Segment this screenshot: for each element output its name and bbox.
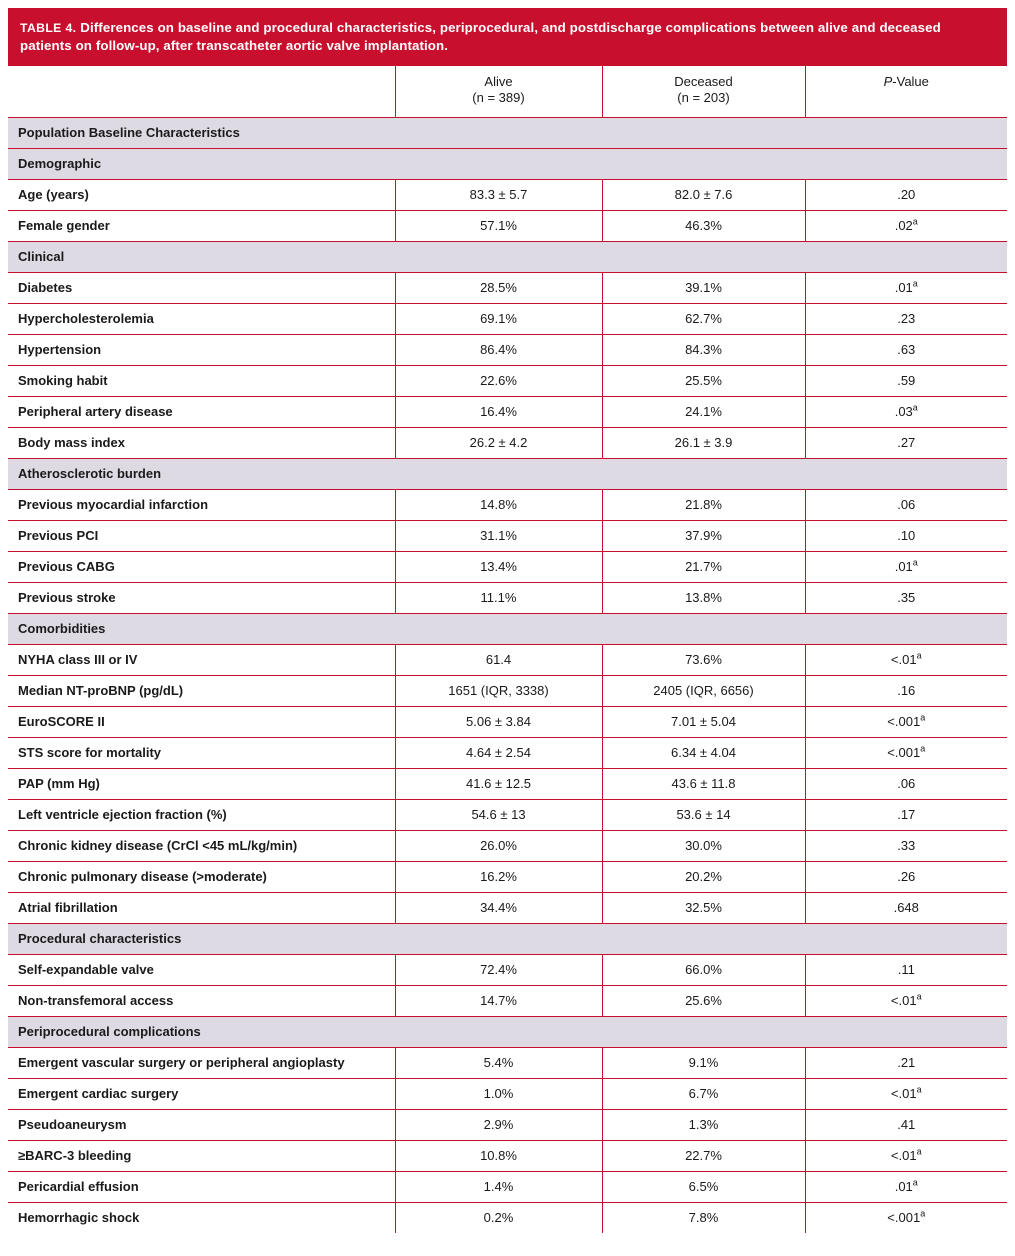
column-header-alive — [395, 66, 602, 117]
table-row — [8, 985, 1007, 1016]
cell-alive: 4.64 ± 2.54 — [395, 737, 602, 768]
row-label: Diabetes — [8, 272, 395, 303]
column-header-blank — [8, 66, 395, 117]
cell-alive: 16.2% — [395, 861, 602, 892]
row-label: Emergent vascular surgery or peripheral angioplasty — [8, 1047, 395, 1078]
cell-alive: 41.6 ± 12.5 — [395, 768, 602, 799]
cell-pvalue: .11 — [805, 954, 1007, 985]
row-label: Chronic kidney disease (CrCl <45 mL/kg/min) — [8, 830, 395, 861]
column-header-alive-label: Alive — [484, 74, 513, 90]
row-label: NYHA class III or IV — [8, 644, 395, 675]
cell-alive: 31.1% — [395, 520, 602, 551]
cell-pvalue: .06 — [805, 768, 1007, 799]
footnote-marker: a — [920, 1208, 926, 1219]
footnote-marker: a — [916, 1084, 922, 1095]
cell-pvalue: .01$^a$ — [805, 551, 1007, 582]
row-label: Body mass index — [8, 427, 395, 458]
table-row — [8, 1047, 1007, 1078]
cell-alive: 26.0% — [395, 830, 602, 861]
table-row — [8, 1171, 1007, 1202]
footnote-marker: a — [916, 650, 922, 661]
section-header-label: Atherosclerotic burden — [8, 458, 1007, 489]
table-row — [8, 179, 1007, 210]
section-header-label: Population Baseline Characteristics — [8, 117, 1007, 148]
cell-pvalue: .33 — [805, 830, 1007, 861]
cell-pvalue: <.01$^a$ — [805, 644, 1007, 675]
cell-deceased: 32.5% — [602, 892, 805, 923]
cell-pvalue: .59 — [805, 365, 1007, 396]
section-header-label: Comorbidities — [8, 613, 1007, 644]
row-label: Smoking habit — [8, 365, 395, 396]
section-header-row — [8, 148, 1007, 179]
column-header-alive-count: (n = 389) — [472, 90, 525, 106]
column-header-deceased-label: Deceased — [674, 74, 733, 90]
results-table — [8, 8, 1007, 1233]
cell-deceased: 24.1% — [602, 396, 805, 427]
table-row — [8, 954, 1007, 985]
cell-pvalue: .20 — [805, 179, 1007, 210]
section-header-row — [8, 1016, 1007, 1047]
cell-alive: 61.4 — [395, 644, 602, 675]
table-row — [8, 396, 1007, 427]
cell-deceased: 13.8% — [602, 582, 805, 613]
cell-alive: 1651 (IQR, 3338) — [395, 675, 602, 706]
table-row — [8, 1109, 1007, 1140]
cell-pvalue: <.001$^a$ — [805, 737, 1007, 768]
table-row — [8, 644, 1007, 675]
row-label: PAP (mm Hg) — [8, 768, 395, 799]
cell-pvalue: .10 — [805, 520, 1007, 551]
cell-alive: 10.8% — [395, 1140, 602, 1171]
cell-pvalue: .41 — [805, 1109, 1007, 1140]
cell-deceased: 66.0% — [602, 954, 805, 985]
cell-alive: 11.1% — [395, 582, 602, 613]
cell-pvalue: .16 — [805, 675, 1007, 706]
cell-alive: 57.1% — [395, 210, 602, 241]
row-label: Age (years) — [8, 179, 395, 210]
row-label: Emergent cardiac surgery — [8, 1078, 395, 1109]
row-label: Hemorrhagic shock — [8, 1202, 395, 1233]
cell-pvalue: <.01$^a$ — [805, 1140, 1007, 1171]
cell-deceased: 20.2% — [602, 861, 805, 892]
table-caption-row — [8, 8, 1007, 66]
cell-deceased: 62.7% — [602, 303, 805, 334]
cell-pvalue: .27 — [805, 427, 1007, 458]
row-label: STS score for mortality — [8, 737, 395, 768]
cell-deceased: 21.8% — [602, 489, 805, 520]
column-header-deceased — [602, 66, 805, 117]
cell-pvalue: .21 — [805, 1047, 1007, 1078]
table-row — [8, 551, 1007, 582]
cell-pvalue: .648 — [805, 892, 1007, 923]
cell-deceased: 37.9% — [602, 520, 805, 551]
cell-alive: 34.4% — [395, 892, 602, 923]
table-row — [8, 799, 1007, 830]
footnote-marker: a — [920, 712, 926, 723]
cell-alive: 5.4% — [395, 1047, 602, 1078]
row-label: Non-transfemoral access — [8, 985, 395, 1016]
cell-pvalue: <.001$^a$ — [805, 706, 1007, 737]
row-label: Left ventricle ejection fraction (%) — [8, 799, 395, 830]
cell-alive: 14.7% — [395, 985, 602, 1016]
cell-alive: 69.1% — [395, 303, 602, 334]
cell-pvalue: .06 — [805, 489, 1007, 520]
cell-alive: 14.8% — [395, 489, 602, 520]
table-number: TABLE 4. — [20, 21, 77, 35]
row-label: Previous CABG — [8, 551, 395, 582]
cell-deceased: 82.0 ± 7.6 — [602, 179, 805, 210]
row-label: Pericardial effusion — [8, 1171, 395, 1202]
cell-alive: 1.0% — [395, 1078, 602, 1109]
cell-deceased: 21.7% — [602, 551, 805, 582]
cell-deceased: 1.3% — [602, 1109, 805, 1140]
table-header-row — [8, 66, 1007, 117]
table-row — [8, 1140, 1007, 1171]
cell-pvalue: <.01$^a$ — [805, 1078, 1007, 1109]
row-label: Previous myocardial infarction — [8, 489, 395, 520]
section-header-label: Demographic — [8, 148, 1007, 179]
cell-pvalue: .26 — [805, 861, 1007, 892]
table-caption — [8, 8, 1007, 66]
cell-deceased: 7.8% — [602, 1202, 805, 1233]
row-label: Atrial fibrillation — [8, 892, 395, 923]
column-header-pvalue: P-Value — [805, 66, 1007, 117]
cell-deceased: 2405 (IQR, 6656) — [602, 675, 805, 706]
footnote-marker: a — [920, 743, 926, 754]
cell-alive: 28.5% — [395, 272, 602, 303]
footnote-marker: a — [916, 991, 922, 1002]
row-label: Pseudoaneurysm — [8, 1109, 395, 1140]
footnote-marker: a — [912, 1177, 918, 1188]
row-label: Peripheral artery disease — [8, 396, 395, 427]
cell-alive: 26.2 ± 4.2 — [395, 427, 602, 458]
cell-pvalue: .23 — [805, 303, 1007, 334]
cell-deceased: 25.5% — [602, 365, 805, 396]
cell-alive: 2.9% — [395, 1109, 602, 1140]
cell-pvalue: .01$^a$ — [805, 1171, 1007, 1202]
table-row — [8, 768, 1007, 799]
row-label: Median NT-proBNP (pg/dL) — [8, 675, 395, 706]
section-header-label: Procedural characteristics — [8, 923, 1007, 954]
row-label: Hypertension — [8, 334, 395, 365]
table-row — [8, 272, 1007, 303]
section-header-row — [8, 613, 1007, 644]
row-label: ≥BARC-3 bleeding — [8, 1140, 395, 1171]
cell-pvalue: <.001$^a$ — [887, 1208, 926, 1225]
cell-alive: 22.6% — [395, 365, 602, 396]
cell-pvalue: <.01$^a$ — [805, 985, 1007, 1016]
cell-alive: 16.4% — [395, 396, 602, 427]
row-label: EuroSCORE II — [8, 706, 395, 737]
cell-deceased: 9.1% — [602, 1047, 805, 1078]
table-row — [8, 861, 1007, 892]
section-header-row — [8, 458, 1007, 489]
cell-deceased: 53.6 ± 14 — [602, 799, 805, 830]
table-row — [8, 1078, 1007, 1109]
cell-deceased: 22.7% — [602, 1140, 805, 1171]
row-label: Self-expandable valve — [8, 954, 395, 985]
table-row — [8, 1202, 1007, 1233]
table-row — [8, 892, 1007, 923]
cell-alive: 72.4% — [395, 954, 602, 985]
cell-deceased: 25.6% — [602, 985, 805, 1016]
cell-alive: 1.4% — [395, 1171, 602, 1202]
section-header-label: Clinical — [8, 241, 1007, 272]
cell-deceased: 7.01 ± 5.04 — [602, 706, 805, 737]
table-caption-text: Differences on baseline and procedural characteristics, periprocedural, and postdischarge complications between alive and deceased patients on follow-up, after transcatheter aortic valve implantation. — [20, 20, 941, 53]
cell-alive: 0.2% — [395, 1202, 602, 1233]
cell-deceased: 26.1 ± 3.9 — [602, 427, 805, 458]
cell-alive: 54.6 ± 13 — [395, 799, 602, 830]
cell-pvalue: .02$^a$ — [805, 210, 1007, 241]
table-row — [8, 675, 1007, 706]
cell-pvalue: .35 — [805, 582, 1007, 613]
cell-deceased: 73.6% — [602, 644, 805, 675]
row-label: Previous stroke — [8, 582, 395, 613]
row-label: Previous PCI — [8, 520, 395, 551]
footnote-marker: a — [912, 216, 918, 227]
cell-deceased: 6.7% — [602, 1078, 805, 1109]
table-row — [8, 210, 1007, 241]
cell-deceased: 30.0% — [602, 830, 805, 861]
table-body — [8, 117, 1007, 1233]
section-header-row — [8, 241, 1007, 272]
footnote-marker: a — [916, 1146, 922, 1157]
cell-alive: 13.4% — [395, 551, 602, 582]
table-row — [8, 830, 1007, 861]
cell-alive: 86.4% — [395, 334, 602, 365]
table-row — [8, 303, 1007, 334]
row-label: Chronic pulmonary disease (>moderate) — [8, 861, 395, 892]
table-row — [8, 737, 1007, 768]
cell-pvalue: .17 — [805, 799, 1007, 830]
cell-deceased: 6.34 ± 4.04 — [602, 737, 805, 768]
footnote-marker: a — [912, 557, 918, 568]
table-row — [8, 582, 1007, 613]
section-header-row — [8, 117, 1007, 148]
table-row — [8, 489, 1007, 520]
section-header-row — [8, 923, 1007, 954]
table-row — [8, 365, 1007, 396]
cell-deceased: 84.3% — [602, 334, 805, 365]
footnote-marker: a — [912, 278, 918, 289]
cell-deceased: 43.6 ± 11.8 — [602, 768, 805, 799]
cell-pvalue: .63 — [805, 334, 1007, 365]
cell-pvalue: .03$^a$ — [805, 396, 1007, 427]
cell-deceased: 39.1% — [602, 272, 805, 303]
row-label: Female gender — [8, 210, 395, 241]
cell-pvalue: .01$^a$ — [805, 272, 1007, 303]
section-header-label: Periprocedural complications — [8, 1016, 1007, 1047]
column-header-deceased-count: (n = 203) — [677, 90, 730, 106]
cell-alive: 83.3 ± 5.7 — [395, 179, 602, 210]
table-row — [8, 520, 1007, 551]
cell-alive: 5.06 ± 3.84 — [395, 706, 602, 737]
cell-deceased: 6.5% — [602, 1171, 805, 1202]
table-row — [8, 334, 1007, 365]
table-row — [8, 427, 1007, 458]
table-row — [8, 706, 1007, 737]
cell-deceased: 46.3% — [602, 210, 805, 241]
footnote-marker: a — [912, 402, 918, 413]
row-label: Hypercholesterolemia — [8, 303, 395, 334]
